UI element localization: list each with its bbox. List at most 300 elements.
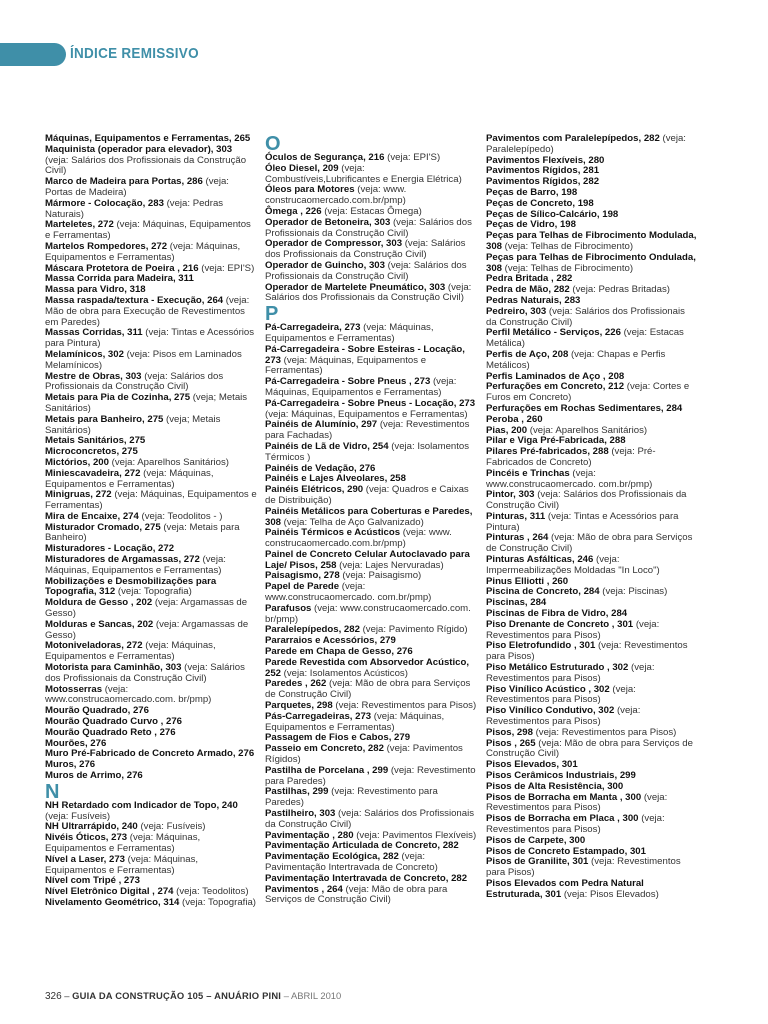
index-entry-reference: (veja: Salários dos Profissionais da Construção Civil): [265, 259, 467, 282]
index-entry-reference: (veja: Isolamentos Térmicos ): [265, 440, 470, 463]
index-entry: [486, 350, 698, 372]
index-entry-term: Piscina de Concreto, 284: [486, 586, 600, 598]
index-entry-term: Perfurações em Concreto, 212: [486, 381, 625, 393]
index-entry-reference: (veja: Revestimentos para Pisos): [486, 813, 665, 835]
index-entry-reference: (veja: Quadros e Caixas de Distribuição): [265, 484, 469, 506]
index-entry: [265, 239, 477, 261]
index-entry-term: Piso Drenante de Concreto , 301: [486, 618, 634, 630]
index-entry-term: Parede em Chapa de Gesso, 276: [265, 646, 413, 658]
index-entry: [45, 641, 257, 663]
index-entry: [265, 679, 477, 701]
publication-date: – ABRIL 2010: [281, 990, 342, 1001]
index-entry: [486, 328, 698, 350]
index-entry: [265, 809, 477, 831]
index-entry-term: Pá-Carregadeira - Sobre Esteiras - Locação, 273: [265, 343, 465, 366]
index-entry: [265, 507, 477, 529]
index-entry-reference: (veja: Mão de obra para Execução de Revestimentos em Paredes): [45, 294, 250, 328]
index-entry: [265, 399, 477, 421]
index-entry: [265, 852, 477, 874]
index-entry-term: Passeio em Concreto, 282: [265, 743, 384, 755]
index-entry-reference: (veja: Piscinas): [599, 586, 668, 598]
index-entry-term: Pavimentos Flexíveis, 280: [486, 154, 605, 166]
index-entry-reference: (veja: Pisos em Laminados Melamínicos): [45, 348, 242, 371]
index-entry-reference: (veja: Pisos Elevados): [561, 888, 659, 900]
index-entry-term: Máscara Protetora de Poeira , 216: [45, 262, 199, 274]
index-entry-reference: (veja: Revestimento para Paredes): [265, 764, 476, 787]
index-entry-term: Painel de Concreto Celular Autoclavado para Laje/ Pisos, 258: [265, 548, 470, 571]
index-entry-term: Pastilhas, 299: [265, 786, 329, 798]
index-entry-term: Pisos de Concreto Estampado, 301: [486, 845, 646, 857]
index-entry: [265, 377, 477, 399]
index-entry-term: Perfurações em Rochas Sedimentares, 284: [486, 402, 683, 414]
index-entry-term: Melamínicos, 302: [45, 348, 124, 360]
index-entry-reference: (veja: Fusíveis): [45, 810, 111, 822]
index-entry-term: Pisos Elevados com Pedra Natural Estruturada, 301: [486, 877, 644, 900]
index-entry-term: Mira de Encaixe, 274: [45, 510, 139, 522]
section-letter: O: [265, 133, 281, 155]
index-entry-term: Operador de Betoneira, 303: [265, 216, 391, 228]
index-entry: [45, 393, 257, 415]
index-entry-reference: (veja: Máquinas, Equipamentos e Ferramentas): [45, 240, 241, 263]
index-entry-term: Painéis de Alumínio, 297: [265, 419, 378, 431]
index-entry-reference: (veja: Revestimentos para Pisos): [486, 791, 668, 814]
index-entry: [486, 555, 698, 577]
index-entry-term: Pisos de Carpete, 300: [486, 834, 586, 846]
index-entry: [45, 771, 257, 782]
index-entry-term: Piso Vinílico Condutivo, 302: [486, 705, 615, 717]
page-title: ÍNDICE REMISSIVO: [70, 45, 199, 62]
index-entry-term: Painéis Metálicos para Coberturas e Paredes, 308: [265, 505, 473, 528]
index-entry-term: Martelos Rompedores, 272: [45, 240, 168, 252]
index-entry: [45, 328, 257, 350]
index-entry-reference: (veja: Salários dos Profissionais da Construção Civil): [486, 305, 685, 328]
index-entry: [265, 345, 477, 377]
index-entry-term: Massa para Vidro, 318: [45, 284, 146, 296]
index-entry-reference: (veja: Isolamentos Acústicos): [281, 667, 408, 679]
index-entry: [265, 485, 477, 507]
index-entry: [265, 550, 477, 572]
index-entry-reference: (veja: Máquinas, Equipamentos e Ferramentas): [265, 354, 427, 377]
index-entry-reference: (veja: Lajes Nervuradas): [336, 559, 444, 571]
index-entry-term: Muros, 276: [45, 759, 96, 771]
index-entry-reference: (veja: Estacas Metálica): [486, 327, 684, 350]
index-entry-reference: (veja: Argamassas de Gesso): [45, 618, 249, 641]
index-entry-term: Metais para Banheiro, 275: [45, 413, 164, 425]
header-accent-tab: [0, 43, 66, 66]
index-entry-term: Piso Eletrofundido , 301: [486, 640, 596, 652]
index-entry-reference: (veja: Mão de obra para Serviços de Construção Civil): [486, 737, 693, 760]
index-entry-term: Óculos de Segurança, 216: [265, 152, 385, 163]
index-entry: [486, 382, 698, 404]
index-entry: [486, 134, 698, 156]
index-entry: [45, 663, 257, 685]
index-entry-term: Peças de Concreto, 198: [486, 197, 594, 209]
index-entry-reference: (veja: Salários dos Profissionais da Construção Civil): [265, 216, 472, 239]
index-entry-term: Motorista para Caminhão, 303: [45, 662, 182, 674]
index-entry-reference: (veja: Argamassas de Gesso): [45, 597, 248, 620]
index-entry-reference: (veja: www. construcaomercado.com.br/pmp): [265, 184, 407, 207]
index-entry-reference: (veja: Mão de obra para Serviços de Construção Civil): [265, 883, 448, 906]
index-entry-term: Molduras e Sancas, 202: [45, 618, 154, 630]
index-entry-reference: (veja: Salários dos Profissionais da Construção Civil): [486, 489, 687, 512]
index-entry-term: Mourão Quadrado, 276: [45, 705, 149, 717]
index-entry-term: Massas Corridas, 311: [45, 327, 143, 339]
index-entry-term: Pedras Naturais, 283: [486, 294, 581, 306]
index-entry-reference: (veja: Salários dos Profissionais da Construção Civil): [265, 808, 475, 830]
index-entry-term: Pisos Elevados, 301: [486, 759, 578, 771]
index-entry-reference: (veja: Cortes e Furos em Concreto): [486, 381, 690, 404]
index-entry-term: Peças de Barro, 198: [486, 186, 578, 198]
index-entry-term: Nível a Laser, 273: [45, 853, 126, 865]
index-entry-term: Pinturas, 311: [486, 510, 546, 522]
index-entry-reference: (veja: Revestimentos para Pisos): [486, 662, 655, 684]
index-entry-reference: (veja: Combustíveis,Lubrificantes e Energia Elétrica): [265, 162, 462, 185]
index-entry-term: Nível com Tripé , 273: [45, 875, 140, 887]
index-entry-reference: (veja: Máquinas, Equipamentos e Ferramentas): [45, 832, 201, 854]
index-entry-term: Pisos, 298: [486, 726, 533, 738]
index-entry-reference: (veja: Pavimentos Flexíveis): [353, 829, 477, 841]
index-entry-reference: (veja: Máquinas, Equipamentos e Ferramentas): [45, 853, 199, 876]
index-entry: [45, 415, 257, 437]
index-entry: [486, 469, 698, 491]
index-entry-term: Piscinas, 284: [486, 597, 547, 609]
index-entry: [265, 744, 477, 766]
index-entry-term: Pisos , 265: [486, 737, 536, 749]
index-entry-reference: (veja: Salários dos Profissionais da Construção Civil): [265, 238, 466, 261]
index-entry-term: Pá-Carregadeira, 273: [265, 322, 361, 334]
index-entry-reference: (veja: Telhas de Fibrocimento): [502, 262, 634, 274]
index-entry: [45, 898, 257, 909]
index-entry-term: Pavimentos com Paralelepípedos, 282: [486, 133, 660, 144]
index-entry-reference: (veja: Pavimentação Intertravada de Concreto): [265, 851, 438, 873]
index-entry-term: Mictórios, 200: [45, 456, 109, 468]
index-entry-reference: (veja: Pavimento Rígido): [359, 624, 468, 636]
index-entry: [486, 793, 698, 815]
index-entry: [486, 641, 698, 663]
page-footer: [45, 990, 341, 1002]
index-entry-term: Maquinista (operador para elevador), 303: [45, 143, 233, 155]
index-entry-term: Marco de Madeira para Portas, 286: [45, 176, 203, 188]
index-entry-term: Pavimentação , 280: [265, 829, 354, 841]
index-entry-reference: (veja: Máquinas, Equipamentos e Ferramentas): [45, 640, 216, 663]
index-entry-reference: (veja: Aparelhos Sanitários): [108, 456, 229, 468]
index-entry-reference: (veja: Máquinas, Equipamentos e Ferramentas): [45, 489, 257, 512]
index-entry-reference: (veja: Revestimentos para Pisos): [486, 640, 688, 663]
index-entry-reference: (veja: Teodolitos): [173, 886, 249, 898]
index-entry-term: Painéis de Vedação, 276: [265, 462, 376, 474]
index-entry-reference: (veja: Revestimentos para Pisos): [486, 618, 660, 641]
index-entry-term: Moldura de Gesso , 202: [45, 597, 153, 609]
index-entry: [265, 582, 477, 604]
index-entry-term: Pisos de Alta Resistência, 300: [486, 780, 624, 792]
index-entry-term: Pinus Elliotti , 260: [486, 575, 569, 587]
index-entry-reference: (veja: Revestimentos para Fachadas): [265, 419, 470, 442]
index-entry-reference: (veja: Tintas e Acessórios para Pintura): [486, 510, 679, 533]
index-entry-term: Óleo Diesel, 209: [265, 162, 339, 174]
index-entry-term: Motoniveladoras, 272: [45, 640, 143, 652]
index-entry-reference: (veja: Revestimento para Paredes): [265, 786, 438, 809]
index-entry-reference: (veja: www. construcaomercado.com.br/pmp): [265, 527, 452, 550]
index-entry-reference: (veja: Chapas e Perfis Metálicos): [486, 348, 666, 371]
index-entry-term: Pá-Carregadeira - Sobre Pneus - Locação, 273: [265, 397, 476, 409]
index-entry: [265, 420, 477, 442]
index-entry-term: Piscinas de Fibra de Vidro, 284: [486, 608, 628, 620]
index-column-2: [265, 134, 477, 906]
publication-name: GUIA DA CONSTRUÇÃO 105 – ANUÁRIO PINI: [72, 990, 282, 1001]
index-entry-reference: (veja: Tintas e Acessórios para Pintura): [45, 327, 255, 350]
index-entry-term: Mármore - Colocação, 283: [45, 197, 164, 209]
index-entry: [45, 145, 257, 177]
index-entry-reference: (veja: www.construcaomercado. com.br/pmp): [486, 467, 653, 490]
index-entry: [265, 323, 477, 345]
index-entry-term: Minigruas, 272: [45, 489, 112, 501]
index-entry-term: Painéis Térmicos e Acústicos: [265, 527, 401, 539]
index-entry-term: Operador de Guincho, 303: [265, 259, 385, 271]
index-entry: [45, 833, 257, 855]
index-entry-term: Perfil Metálico - Serviços, 226: [486, 327, 621, 339]
index-entry-reference: (veja: Pedras Naturais): [45, 197, 224, 220]
index-entry: [45, 242, 257, 264]
index-entry-reference: (veja: Revestimentos para Pisos): [486, 856, 681, 879]
index-entry-reference: (veja: Aparelhos Sanitários): [527, 424, 648, 436]
index-entry-term: Misturador Cromado, 275: [45, 521, 161, 533]
index-entry-term: Pavimentação Intertravada de Concreto, 282: [265, 872, 468, 884]
index-entry-term: Metais para Pia de Cozinha, 275: [45, 392, 191, 404]
index-entry-reference: (veja: Teodolitos - ): [138, 510, 223, 522]
index-entry: [45, 620, 257, 642]
index-entry: [265, 604, 477, 626]
index-entry-term: Paisagismo, 278: [265, 570, 340, 582]
index-entry-reference: (veja: Paralelepípedo): [486, 133, 686, 155]
index-entry-reference: (veja: Revestimentos para Pisos): [486, 683, 636, 706]
index-entry: [486, 307, 698, 329]
index-entry: [45, 350, 257, 372]
footer-separator: –: [61, 990, 73, 1001]
index-entry-term: Pisos de Borracha em Placa , 300: [486, 813, 639, 825]
page-number: 326: [45, 991, 62, 1002]
index-entry-reference: (veja: Metais para Banheiro): [45, 521, 240, 544]
index-entry-reference: (veja: Mão de obra para Serviços de Construção Civil): [265, 678, 471, 701]
index-entry: [265, 528, 477, 550]
index-entry-term: Miniescavadeira, 272: [45, 467, 141, 479]
index-entry-reference: (veja: Paisagismo): [339, 570, 422, 582]
index-entry-term: Pinturas , 264: [486, 532, 549, 544]
index-entry-term: Piso Metálico Estruturado , 302: [486, 662, 629, 674]
index-entry-term: Piso Vinílico Acústico , 302: [486, 683, 610, 695]
index-entry: [486, 706, 698, 728]
index-entry: [45, 577, 257, 599]
index-entry: [486, 447, 698, 469]
index-entry-term: Marteletes, 272: [45, 219, 114, 231]
index-entry-reference: (veja: Fusíveis): [137, 821, 206, 833]
index-entry-term: Pararraios e Acessórios, 279: [265, 635, 396, 647]
index-entry-reference: (veja: Salários dos Profissionais da Construção Civil): [45, 370, 224, 393]
index-entry-reference: (veja: EPI'S): [384, 152, 441, 163]
index-entry-term: Muros de Arrimo, 276: [45, 770, 143, 782]
index-entry-term: Metais Sanitários, 275: [45, 435, 146, 447]
index-entry-reference: (veja: Telha de Aço Galvanizado): [281, 516, 424, 528]
index-entry-reference: (veja: Máquinas, Equipamentos e Ferramentas): [265, 376, 457, 398]
index-entry-reference: (veja: Pré-Fabricados de Concreto): [486, 446, 656, 468]
index-entry-reference: (veja: Máquinas, Equipamentos e Ferramentas): [45, 219, 251, 242]
index-entry-term: Pavimentos Rígidos, 282: [486, 176, 600, 188]
index-entry-reference: (veja: Salários dos Profissionais da Construção Civil): [45, 662, 245, 684]
index-entry-term: NH Retardado com Indicador de Topo, 240: [45, 799, 238, 811]
index-entry: [45, 372, 257, 394]
index-entry-term: Massa raspada/textura - Execução, 264: [45, 294, 224, 306]
index-entry-term: Pá-Carregadeira - Sobre Pneus , 273: [265, 376, 431, 388]
index-entry-term: Passagem de Fios e Cabos, 279: [265, 732, 411, 744]
index-entry-reference: (veja: www.construcaomercado. com.br/pmp): [265, 581, 432, 604]
index-entry-term: Pastilheiro, 303: [265, 808, 336, 820]
index-entry-term: Parquetes, 298: [265, 700, 333, 712]
index-entry-reference: (veja: Topografia): [115, 586, 192, 598]
index-entry: [265, 185, 477, 207]
index-entry: [45, 523, 257, 545]
index-entry: [486, 814, 698, 836]
section-letter: P: [265, 303, 279, 326]
index-column-1: [45, 134, 257, 909]
index-entry: [265, 658, 477, 680]
index-entry-term: Mourões, 276: [45, 737, 107, 749]
index-entry-term: NH Ultrarrápido, 240: [45, 821, 138, 833]
index-entry-term: Máquinas, Equipamentos e Ferramentas, 265: [45, 133, 251, 144]
index-entry: [486, 253, 698, 275]
index-entry-reference: (veja: Telhas de Fibrocimento): [502, 240, 634, 252]
index-entry-term: Pisos de Borracha em Manta , 300: [486, 791, 642, 803]
index-entry-term: Ômega , 226: [265, 205, 322, 217]
index-entry-term: Paredes , 262: [265, 678, 327, 690]
index-entry: [486, 685, 698, 707]
index-entry-term: Pisos Cerâmicos Industriais, 299: [486, 770, 636, 782]
index-entry-reference: (veja: Máquinas, Equipamentos e Ferramentas): [265, 408, 468, 420]
index-entry-reference: (veja: Topografia): [179, 896, 256, 908]
index-entry-reference: (veja: Estacas Ômega): [321, 205, 422, 217]
index-entry-term: Pilar e Viga Pré-Fabricada, 288: [486, 435, 626, 447]
index-entry: [486, 490, 698, 512]
index-entry: [45, 177, 257, 199]
index-entry: [265, 787, 477, 809]
index-entry-term: Painéis Elétricos, 290: [265, 484, 364, 496]
index-entry-term: Pilares Pré-fabricados, 288: [486, 446, 609, 458]
index-entry-term: Misturadores - Locação, 272: [45, 543, 175, 555]
index-entry-reference: (veja: Revestimentos para Pisos): [332, 700, 477, 712]
index-entry-reference: (veja: Salários dos Profissionais da Construção Civil): [45, 154, 247, 177]
index-entry: [486, 231, 698, 253]
index-entry-reference: (veja: Portas de Madeira): [45, 176, 229, 198]
index-entry-term: Pás-Carregadeiras, 273: [265, 710, 372, 722]
index-entry: [486, 512, 698, 534]
index-entry: [45, 855, 257, 877]
index-entry: [265, 712, 477, 734]
index-entry-term: Pias, 200: [486, 424, 528, 436]
index-entry: [45, 685, 257, 707]
index-entry-term: Perfis Laminados de Aço , 208: [486, 370, 625, 382]
index-entry-term: Parede Revestida com Absorvedor Acústico, 252: [265, 656, 470, 679]
index-entry-reference: (veja: Salários dos Profissionais da Construção Civil): [265, 281, 472, 304]
index-entry-term: Pincéis e Trinchas: [486, 467, 570, 479]
index-entry-term: Pintor, 303: [486, 489, 535, 501]
index-entry-term: Pedra Britada , 282: [486, 273, 573, 285]
index-entry-term: Peças para Telhas de Fibrocimento Ondulada, 308: [486, 251, 696, 274]
index-entry: [45, 801, 257, 823]
index-entry-term: Peças de Sílico-Calcário, 198: [486, 208, 619, 220]
index-entry-reference: (veja: www.construcaomercado.com. br/pmp): [265, 602, 471, 625]
index-entry-reference: (veja: Máquinas, Equipamentos e Ferramentas): [45, 554, 226, 576]
index-entry-reference: (veja; Metais Sanitários): [45, 392, 248, 414]
index-entry: [265, 218, 477, 240]
index-entry-term: Painéis de Lã de Vidro, 254: [265, 440, 389, 452]
index-entry-term: Mobilizações e Desmobilizações para Topografia, 312: [45, 575, 217, 598]
index-entry: [45, 220, 257, 242]
index-entry: [45, 598, 257, 620]
index-entry-term: Pavimentação Ecológica, 282: [265, 851, 399, 863]
index-entry-term: Mourão Quadrado Curvo , 276: [45, 716, 183, 728]
index-entry-term: Nivelamento Geométrico, 314: [45, 896, 180, 908]
index-entry-term: Parafusos: [265, 602, 312, 614]
index-entry-term: Misturadores de Argamassas, 272: [45, 554, 200, 566]
index-entry-term: Peroba , 260: [486, 413, 543, 425]
index-entry-term: Pedreiro, 303: [486, 305, 547, 317]
index-entry-term: Mourão Quadrado Reto , 276: [45, 726, 176, 738]
index-entry-reference: (veja: Máquinas, Equipamentos e Ferramentas): [265, 710, 445, 733]
index-entry-reference: (veja: Impermeabilizações Moldadas "In Loco"): [486, 554, 660, 576]
index-entry-term: Pastilha de Porcelana , 299: [265, 764, 389, 776]
index-entry-reference: (veja: Revestimentos para Pisos): [486, 705, 641, 728]
index-entry: [486, 663, 698, 685]
index-entry: [45, 555, 257, 577]
index-entry: [486, 879, 698, 901]
index-entry: [265, 442, 477, 464]
index-entry: [486, 533, 698, 555]
index-entry-term: Peças para Telhas de Fibrocimento Modulada, 308: [486, 230, 697, 252]
index-entry-term: Painéis e Lajes Alveolares, 258: [265, 473, 406, 485]
index-entry-term: Pavimentos , 264: [265, 883, 343, 895]
index-entry-term: Mestre de Obras, 303: [45, 370, 142, 382]
index-entry: [265, 766, 477, 788]
index-entry-term: Motosserras: [45, 683, 103, 695]
index-entry-reference: (veja: Pedras Britadas): [569, 284, 670, 296]
index-entry-term: Nível Eletrônico Digital , 274: [45, 886, 174, 898]
section-letter: N: [45, 780, 60, 803]
index-entry-term: Pisos de Granilite, 301: [486, 856, 589, 868]
index-entry: [45, 469, 257, 491]
index-entry-reference: (veja; Metais Sanitários): [45, 413, 221, 436]
index-entry-reference: (veja: Pavimentos Rígidos): [265, 743, 463, 766]
index-entry-term: Pavimentos Rígidos, 281: [486, 165, 600, 177]
index-entry: [265, 261, 477, 283]
index-entry-reference: (veja: Revestimentos para Pisos): [532, 726, 677, 738]
index-entry-reference: (veja: Mão de obra para Serviços de Construção Civil): [486, 532, 693, 555]
index-entry: [45, 199, 257, 221]
index-entry-term: Operador de Martelete Pneumático, 303: [265, 281, 446, 293]
index-entry-term: Pinturas Asfálticas, 246: [486, 554, 594, 566]
index-entry-term: Paralelepípedos, 282: [265, 624, 360, 636]
index-entry-reference: (veja: Máquinas, Equipamentos e Ferramentas): [45, 467, 214, 490]
index-entry: [265, 885, 477, 907]
index-entry-term: Papel de Parede: [265, 581, 340, 593]
index-entry-term: Peças de Vidro, 198: [486, 219, 576, 231]
index-entry-term: Óleos para Motores: [265, 184, 355, 196]
index-entry: [45, 296, 257, 328]
index-entry-term: Muro Pré-Fabricado de Concreto Armado, 276: [45, 748, 255, 760]
index-entry-reference: (veja: www.construcaomercado.com. br/pmp): [45, 683, 212, 706]
index-entry-term: Perfis de Aço, 208: [486, 348, 569, 360]
index-entry: [486, 620, 698, 642]
index-entry-reference: (veja: EPI'S): [198, 262, 255, 274]
index-entry: [486, 857, 698, 879]
index-entry-term: Pedra de Mão, 282: [486, 284, 570, 296]
